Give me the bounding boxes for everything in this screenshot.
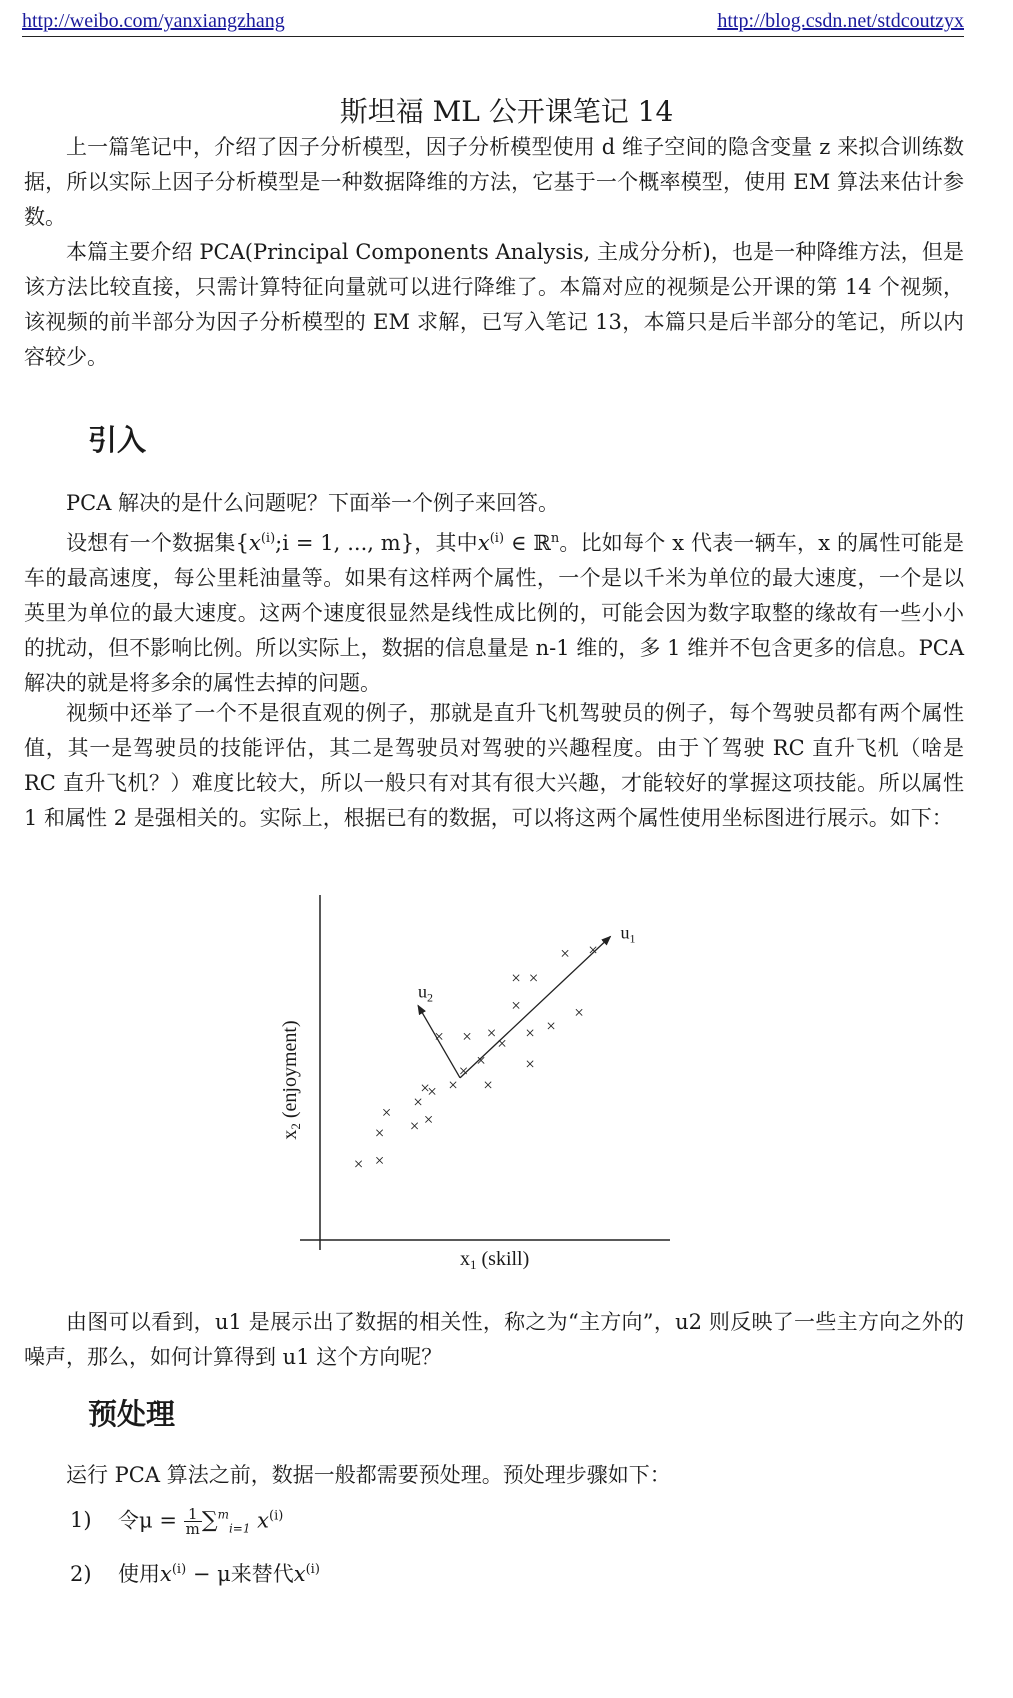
weibo-link[interactable]: http://weibo.com/yanxiangzhang <box>22 10 285 32</box>
data-point-2: × <box>374 1123 385 1143</box>
data-point-22: × <box>546 1016 556 1036</box>
data-point-19: × <box>525 1023 535 1043</box>
sum-operator: ∑$^m_{i=1}$ <box>201 1508 251 1536</box>
pca-scatter-figure <box>250 880 730 1270</box>
data-point-20: × <box>525 1054 535 1074</box>
math-x: x <box>477 531 490 555</box>
data-point-9: × <box>434 1026 444 1046</box>
section1-paragraph-3: 视频中还举了一个不是很直观的例子，那就是直升飞机驾驶员的例子，每个驾驶员都有两个属性值，其一是驾驶员的技能评估，其二是驾驶员对驾驶的兴趣程度。由于丫驾驶 RC 直升飞机（啥是 RC 直升飞机？）难度比较大，所以一般只有对其有很大兴趣，才能较好的掌握这项技能。所以属性 1 和属性 2 是强相关的。实际上，根据已有的数据，可以将这两个属性使用坐标图进行展示。如下： <box>24 701 964 830</box>
data-point-1: × <box>374 1151 385 1171</box>
blog-link[interactable]: http://blog.csdn.net/stdcoutzyx <box>717 10 964 32</box>
intro-paragraph-2: 本篇主要介绍 PCA(Principal Components Analysis, 主成分分析)，也是一种降维方法，但是该方法比较直接，只需计算特征向量就可以进行降维了。本篇对应的视频是公开课的第 14 个视频，该视频的前半部分为因子分析模型的 EM 求解，已写入笔记 13，本篇只是后半部分的笔记，所以内容较少。 <box>24 240 964 369</box>
data-point-18: × <box>511 968 521 988</box>
data-point-23: × <box>560 944 570 964</box>
vector-u2-arrow <box>418 1005 460 1077</box>
preprocess-step-2: 2) 使用$x^{(i)} - \mu$来替代$x^{(i)}$ <box>70 1562 320 1586</box>
data-point-25: × <box>588 940 598 960</box>
fraction-one-over-m: $\frac{1}{m}$ <box>185 1505 200 1539</box>
data-point-8: × <box>427 1082 437 1102</box>
data-point-3: × <box>381 1102 392 1122</box>
data-point-16: × <box>497 1033 507 1053</box>
data-point-5: × <box>413 1092 423 1112</box>
vector-u1-label: $u_1$ <box>620 922 636 946</box>
section1-paragraph-1: PCA 解决的是什么问题呢？下面举一个例子来回答。 <box>66 491 560 515</box>
data-point-0: × <box>353 1154 364 1174</box>
preprocess-step-1: 1) 令μ = $\frac{1}{m}$ ∑$^m_{i=1}$ $x^{(i)}$ <box>70 1505 284 1539</box>
data-point-7: × <box>423 1109 434 1129</box>
section-heading-preprocessing: 预处理 <box>88 1397 176 1431</box>
vector-u1-arrow <box>460 936 611 1077</box>
x-axis-label: $x_1$ (skill) <box>460 1248 530 1270</box>
data-point-15: × <box>486 1023 497 1043</box>
data-point-24: × <box>574 1002 584 1022</box>
data-point-14: × <box>483 1075 493 1095</box>
data-point-6: × <box>420 1078 430 1098</box>
data-point-17: × <box>511 995 521 1015</box>
data-point-11: × <box>462 1026 472 1046</box>
page-title: 斯坦福 ML 公开课笔记 14 <box>339 95 674 128</box>
intro-paragraph-1: 上一篇笔记中，介绍了因子分析模型，因子分析模型使用 d 维子空间的隐含变量 z 来拟合训练数据，所以实际上因子分析模型是一种数据降维的方法，它基于一个概率模型，使用 EM 算法来估计参数。 <box>24 135 964 229</box>
data-point-4: × <box>409 1116 420 1136</box>
data-point-21: × <box>528 968 539 988</box>
data-point-13: × <box>476 1051 486 1071</box>
data-points <box>354 941 598 1174</box>
data-point-10: × <box>448 1075 458 1095</box>
section1-paragraph-2: 设想有一个数据集{$x^{(i)};i = 1$, ..., m}，其中$x^{(i)}$ ∈ ℝ$^n$。比如每个 x 代表一辆车，x 的属性可能是车的最高速度，每公里耗油量等。如果有这样两个属性，一个是以千米为单位的最大速度，一个是以英里为单位的最大速度。这两个速度很显然是线性成比例的，可能会因为数字取整的缘故有一些小小的扰动，但不影响比例。所以实际上，数据的信息量是 n-1 维的，多 1 维并不包含更多的信息。PCA 解决的就是将多余的属性去掉的问题。 <box>24 531 964 695</box>
section-heading-intro: 引入 <box>88 423 147 457</box>
vector-u2-label: $u_2$ <box>418 981 433 1005</box>
data-point-12: × <box>458 1061 469 1081</box>
section1-paragraph-4: 由图可以看到，u1 是展示出了数据的相关性，称之为“主方向”，u2 则反映了一些主方向之外的噪声，那么，如何计算得到 u1 这个方向呢？ <box>24 1310 964 1369</box>
page-header <box>22 6 964 37</box>
math-x: x <box>249 531 261 555</box>
section2-paragraph-1: 运行 PCA 算法之前，数据一般都需要预处理。预处理步骤如下： <box>66 1463 671 1487</box>
y-axis-label: $x_2$ (enjoyment) <box>279 1020 303 1140</box>
